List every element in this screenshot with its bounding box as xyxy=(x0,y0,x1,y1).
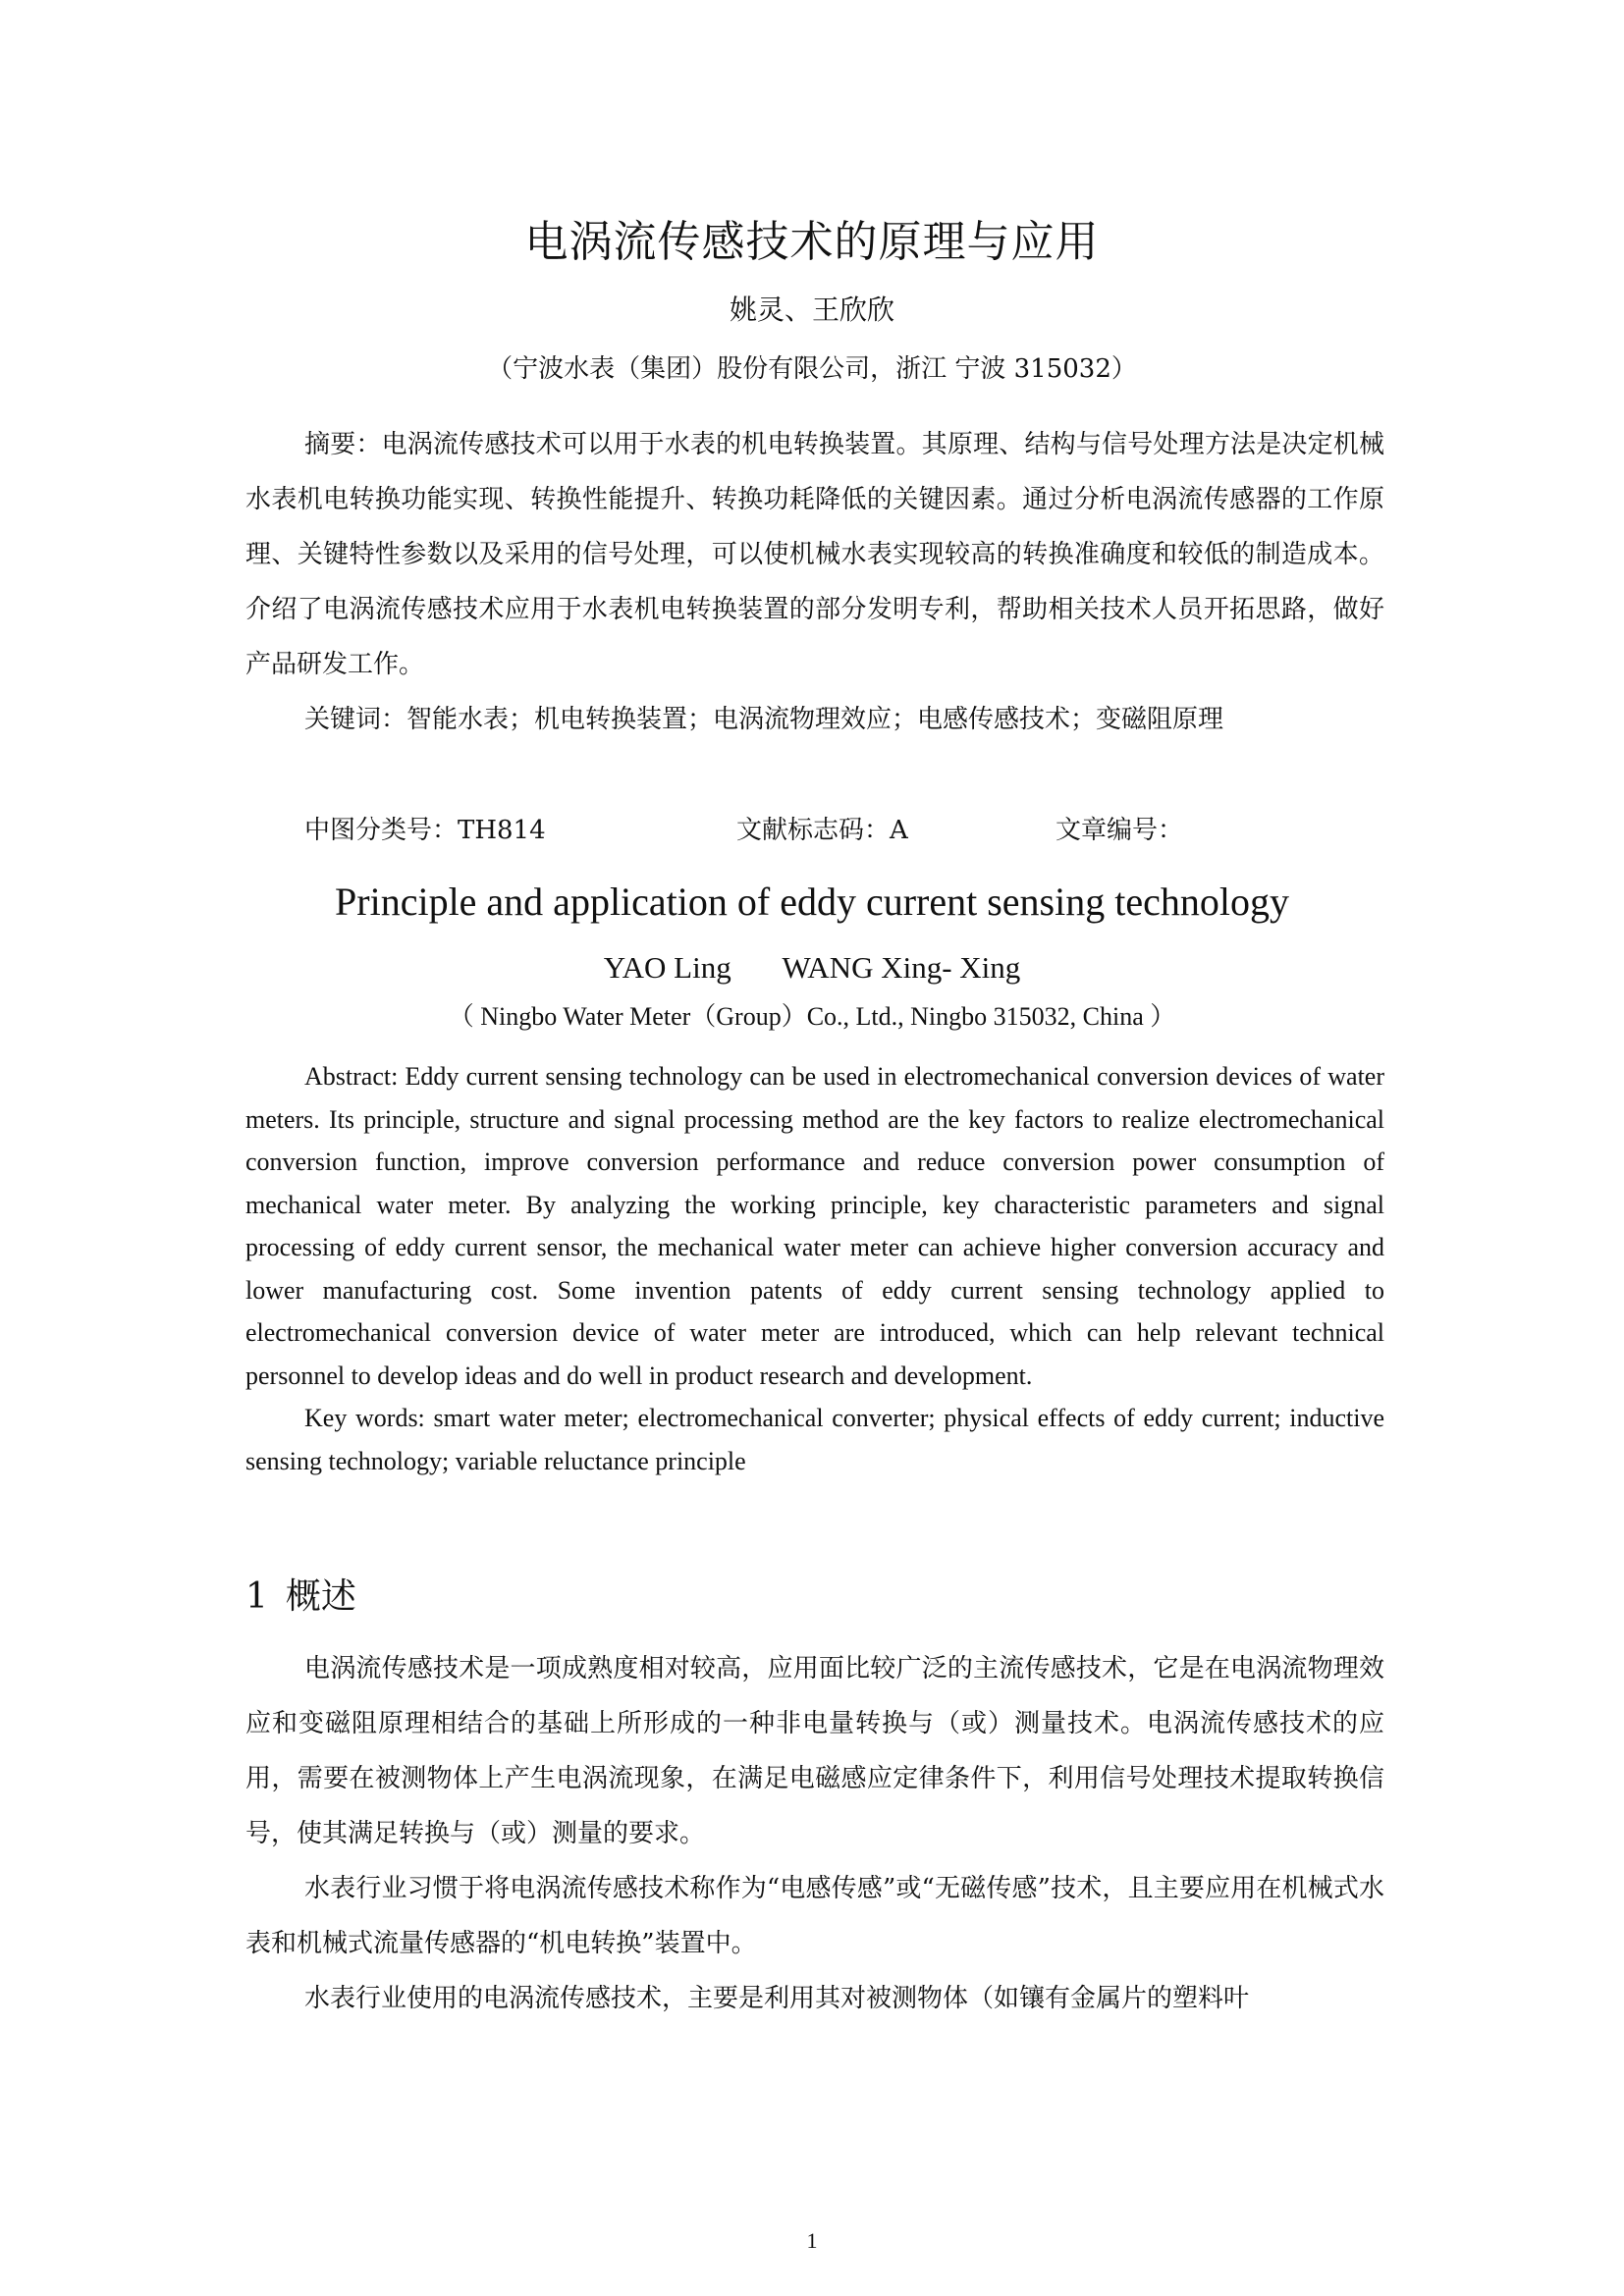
abstract-en xyxy=(245,1055,1384,1482)
clc-number: 中图分类号：TH814 xyxy=(304,816,546,845)
author-yao-ling: YAO Ling xyxy=(603,950,731,985)
affiliation-en: （ Ningbo Water Meter（Group）Co., Ltd., Ningbo 315032, China ） xyxy=(448,1002,1176,1031)
keywords-cn: 关键词：智能水表；机电转换装置；电涡流物理效应；电感传感技术；变磁阻原理 xyxy=(304,705,1224,734)
section-1-paragraph: 电涡流传感技术是一项成熟度相对较高，应用面比较广泛的主流传感技术，它是在电涡流物理效应和变磁阻原理相结合的基础上所形成的一种非电量转换与（或）测量技术。电涡流传感技术的应用，需要在被测物体上产生电涡流现象，在满足电磁感应定律条件下，利用信号处理技术提取转换信号，使其满足转换与（或）测量的要求。 xyxy=(245,1654,1384,1848)
section-number: 1 xyxy=(245,1576,268,1617)
document-code: 文献标志码：A xyxy=(736,816,908,845)
paper-title-cn: 电涡流传感技术的原理与应用 xyxy=(524,217,1100,267)
section-1-body xyxy=(245,1641,1384,2026)
abstract-cn xyxy=(245,417,1384,747)
paper-title-en: Principle and application of eddy current sensing technology xyxy=(335,880,1289,924)
authors-en xyxy=(0,950,1624,986)
section-1-heading xyxy=(245,1569,374,1619)
keywords-en: Key words: smart water meter; electromechanical converter; physical effects of eddy current; inductive sensing technology; variable reluctance principle xyxy=(245,1404,1384,1475)
section-title: 概述 xyxy=(285,1576,356,1617)
author-wang-xing-xing: WANG Xing- Xing xyxy=(782,950,1021,985)
affiliation-cn: （宁波水表（集团）股份有限公司，浙江 宁波 315032） xyxy=(487,354,1137,384)
page-number: 1 xyxy=(806,2228,818,2253)
section-1-paragraph: 水表行业使用的电涡流传感技术，主要是利用其对被测物体（如镶有金属片的塑料叶 xyxy=(304,1984,1250,2013)
abstract-cn-text: 摘要：电涡流传感技术可以用于水表的机电转换装置。其原理、结构与信号处理方法是决定机械水表机电转换功能实现、转换性能提升、转换功耗降低的关键因素。通过分析电涡流传感器的工作原理、关键特性参数以及采用的信号处理，可以使机械水表实现较高的转换准确度和较低的制造成本。介绍了电涡流传感技术应用于水表机电转换装置的部分发明专利，帮助相关技术人员开拓思路，做好产品研发工作。 xyxy=(245,430,1384,679)
classification-line xyxy=(304,810,1384,853)
authors-cn: 姚灵、王欣欣 xyxy=(729,294,894,326)
abstract-en-text: Abstract: Eddy current sensing technology can be used in electromechanical conversion devices of water meters. Its principle, structure and signal processing method are the key factors to realize electromechanical conversion function, improve conversion performance and reduce conversion power consumption of mechanical water meter. By analyzing the working principle, key characteristic parameters and signal processing of eddy current sensor, the mechanical water meter can achieve higher conversion accuracy and lower manufacturing cost. Some invention patents of eddy current sensing technology applied to electromechanical conversion device of water meter are introduced, which can help relevant technical personnel to develop ideas and do well in product research and development. xyxy=(245,1062,1384,1390)
section-1-paragraph: 水表行业习惯于将电涡流传感技术称作为“电感传感”或“无磁传感”技术，且主要应用在机械式水表和机械式流量传感器的“机电转换”装置中。 xyxy=(245,1874,1384,1958)
article-number: 文章编号： xyxy=(1056,816,1184,845)
